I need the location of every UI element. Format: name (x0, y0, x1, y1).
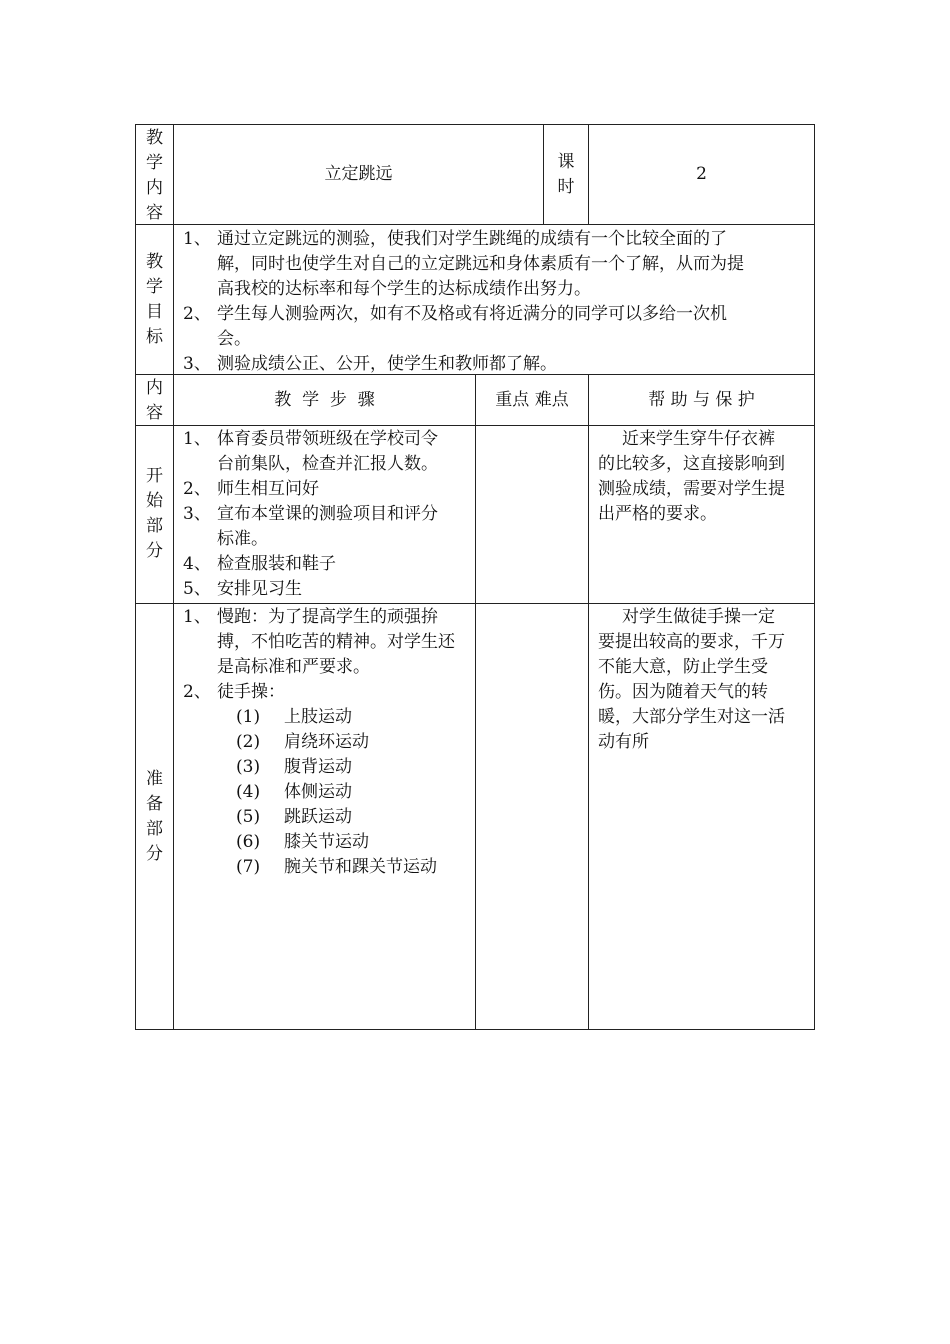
label-char: 容 (146, 403, 163, 423)
list-item (183, 302, 811, 327)
label-char: 时 (557, 176, 575, 197)
item-number: 5、 (183, 579, 211, 599)
start-section-label (136, 464, 173, 564)
item-text: 慢跑：为了提高学生的顽强拚 (217, 607, 438, 627)
label-char: 教 (146, 128, 163, 148)
list-item (183, 227, 811, 252)
exercise-item (183, 705, 473, 730)
item-number: 3、 (183, 354, 211, 374)
help-line: 测验成绩，需要对学生提 (598, 479, 785, 499)
item-number: 3、 (183, 504, 211, 524)
hours-value: 2 (696, 164, 707, 184)
help-line: 出严格的要求。 (598, 504, 717, 524)
start-steps-list (183, 427, 473, 602)
item-text: 解，同时也使学生对自己的立定跳远和身体素质有一个了解，从而为提 (217, 254, 744, 274)
exercise-text: 肩绕环运动 (284, 732, 369, 752)
item-text: 台前集队，检查并汇报人数。 (217, 454, 438, 474)
list-item (183, 577, 473, 602)
item-text: 会。 (217, 329, 251, 349)
item-text: 通过立定跳远的测验，使我们对学生跳绳的成绩有一个比较全面的了 (217, 229, 727, 249)
exercise-text: 跳跃运动 (284, 807, 352, 827)
item-text: 学生每人测验两次，如有不及格或有将近满分的同学可以多给一次机 (217, 304, 727, 324)
table-border-right (814, 124, 815, 1030)
exercise-item (183, 755, 473, 780)
label-char: 备 (146, 794, 163, 814)
list-item (183, 352, 811, 377)
prep-help-text (598, 605, 810, 755)
item-text: 是高标准和严要求。 (217, 657, 370, 677)
exercise-number: (3) (236, 757, 261, 777)
label-char: 教 (146, 252, 163, 272)
label-char: 分 (146, 844, 163, 864)
item-number: 2、 (183, 304, 211, 324)
help-line: 要提出较高的要求，千万 (598, 632, 785, 652)
item-text: 检查服装和鞋子 (217, 554, 336, 574)
lesson-title: 立定跳远 (324, 164, 393, 184)
steps-header: 教 学 步 骤 (274, 389, 375, 410)
help-line: 对学生做徒手操一定 (622, 607, 775, 627)
exercise-text: 腹背运动 (284, 757, 352, 777)
exercise-number: (7) (236, 857, 261, 877)
label-char: 学 (146, 153, 163, 173)
prep-section-label (136, 767, 173, 867)
item-text: 徒手操： (217, 682, 285, 702)
exercise-item (183, 730, 473, 755)
list-item (183, 502, 473, 527)
label-char: 开 (146, 466, 163, 486)
item-number: 4、 (183, 554, 211, 574)
exercise-number: (6) (236, 832, 261, 852)
item-number: 1、 (183, 429, 211, 449)
label-column-divider (173, 124, 174, 1030)
exercise-number: (2) (236, 732, 261, 752)
exercise-text: 膝关节运动 (284, 832, 369, 852)
exercise-number: (1) (236, 707, 261, 727)
prep-steps-list (183, 605, 473, 880)
exercise-item (183, 805, 473, 830)
help-line: 暖，大部分学生对这一活 (598, 707, 785, 727)
label-char: 内 (146, 178, 163, 198)
label-char: 内 (146, 378, 163, 398)
help-line: 伤。因为随着天气的转 (598, 682, 768, 702)
item-text: 体育委员带领班级在学校司令 (217, 429, 438, 449)
exercise-number: (5) (236, 807, 261, 827)
label-char: 部 (146, 516, 163, 536)
list-item (183, 680, 473, 705)
teaching-goals-label (136, 250, 173, 350)
item-text: 搏，不怕吃苦的精神。对学生还 (217, 632, 455, 652)
help-line: 动有所 (598, 732, 649, 752)
help-line: 不能大意，防止学生受 (598, 657, 768, 677)
item-text: 安排见习生 (217, 579, 302, 599)
label-char: 部 (146, 819, 163, 839)
item-number: 2、 (183, 479, 211, 499)
item-text: 宣布本堂课的测验项目和评分 (217, 504, 438, 524)
item-number: 1、 (183, 607, 211, 627)
label-char: 标 (146, 327, 163, 347)
row-divider-1 (135, 224, 815, 225)
exercise-number: (4) (236, 782, 261, 802)
exercise-item (183, 830, 473, 855)
item-text: 测验成绩公正、公开，使学生和教师都了解。 (217, 354, 557, 374)
label-char: 准 (146, 769, 163, 789)
item-number: 1、 (183, 229, 211, 249)
label-char: 始 (146, 491, 163, 511)
hours-label (544, 125, 588, 224)
exercise-text: 上肢运动 (284, 707, 352, 727)
list-item (183, 605, 473, 630)
label-char: 目 (146, 302, 163, 322)
content-header-label (136, 376, 173, 426)
item-text: 高我校的达标率和每个学生的达标成绩作出努力。 (217, 279, 591, 299)
label-char: 课 (557, 151, 575, 172)
exercise-item (183, 780, 473, 805)
label-char: 容 (146, 203, 163, 223)
item-text: 师生相互问好 (217, 479, 319, 499)
help-line: 近来学生穿牛仔衣裤 (622, 429, 775, 449)
label-char: 学 (146, 277, 163, 297)
list-item (183, 552, 473, 577)
exercise-item (183, 855, 473, 880)
help-column-divider (588, 374, 589, 1030)
exercise-text: 腕关节和踝关节运动 (284, 857, 437, 877)
key-points-header: 重点 难点 (495, 389, 569, 410)
label-char: 分 (146, 541, 163, 561)
steps-column-divider (475, 374, 476, 1030)
teaching-goals-list (183, 227, 811, 377)
list-item (183, 427, 473, 452)
item-number: 2、 (183, 682, 211, 702)
item-text: 标准。 (217, 529, 268, 549)
list-item (183, 477, 473, 502)
help-header: 帮 助 与 保 护 (648, 389, 755, 410)
help-line: 的比较多，这直接影响到 (598, 454, 785, 474)
start-help-text (598, 427, 810, 527)
exercise-text: 体侧运动 (284, 782, 352, 802)
teaching-content-label (136, 126, 173, 226)
